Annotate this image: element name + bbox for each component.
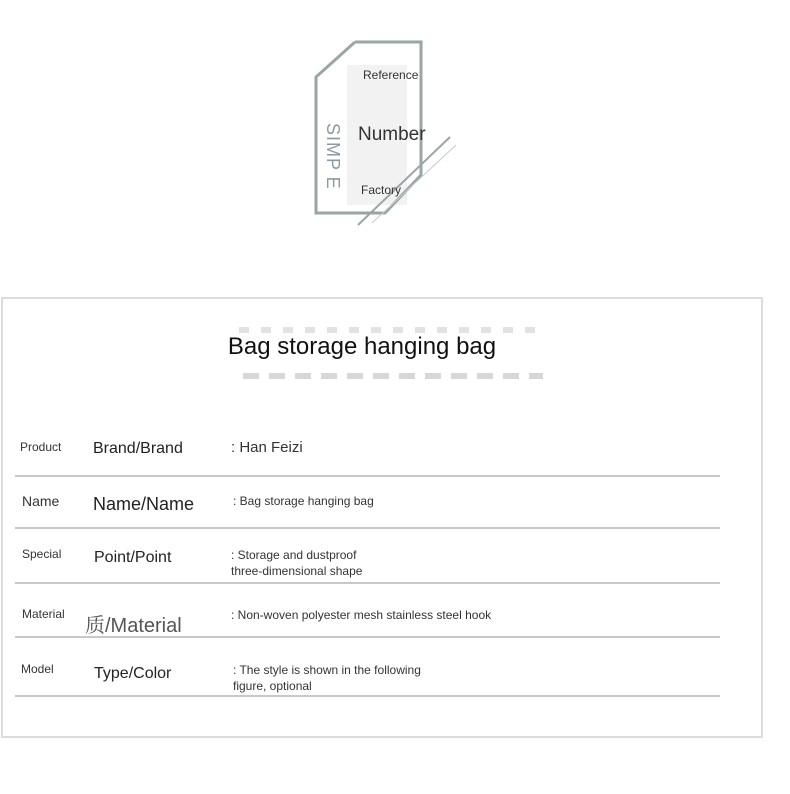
logo-side-text: SIMP E (323, 123, 343, 190)
row-label: Special (22, 547, 62, 561)
row-key: Brand/Brand (93, 440, 183, 457)
row-value-line2: three-dimensional shape (231, 564, 363, 578)
row-label: Model (21, 662, 54, 676)
row-divider (15, 695, 720, 697)
row-value: : Han Feizi (231, 439, 303, 456)
row-value-line1: : The style is shown in the following (233, 663, 421, 677)
logo-bottom-text: Factory (361, 183, 402, 197)
row-value: : Bag storage hanging bag (233, 494, 374, 508)
row-value-line1: : Storage and dustproof (231, 548, 357, 562)
spec-card (1, 297, 763, 738)
row-label: Material (22, 607, 65, 621)
row-value (233, 662, 421, 694)
row-label: Name (22, 493, 60, 509)
row-key: Name/Name (93, 494, 195, 514)
row-divider (15, 636, 720, 638)
row-label: Product (20, 440, 62, 454)
row-key: Point/Point (94, 549, 172, 566)
row-value-line2: figure, optional (233, 679, 312, 693)
logo-middle-text: Number (358, 124, 426, 145)
logo-top-text: Reference (363, 68, 419, 82)
row-divider (15, 527, 720, 529)
row-divider (15, 475, 720, 477)
row-divider (15, 582, 720, 584)
row-key: Type/Color (94, 665, 172, 682)
factory-logo (300, 35, 460, 235)
title-decoration-bottom (243, 373, 543, 379)
row-key: 质/Material (85, 615, 182, 637)
row-value (231, 547, 362, 579)
row-value: : Non-woven polyester mesh stainless steel hook (231, 608, 492, 622)
card-title: Bag storage hanging bag (227, 333, 497, 360)
